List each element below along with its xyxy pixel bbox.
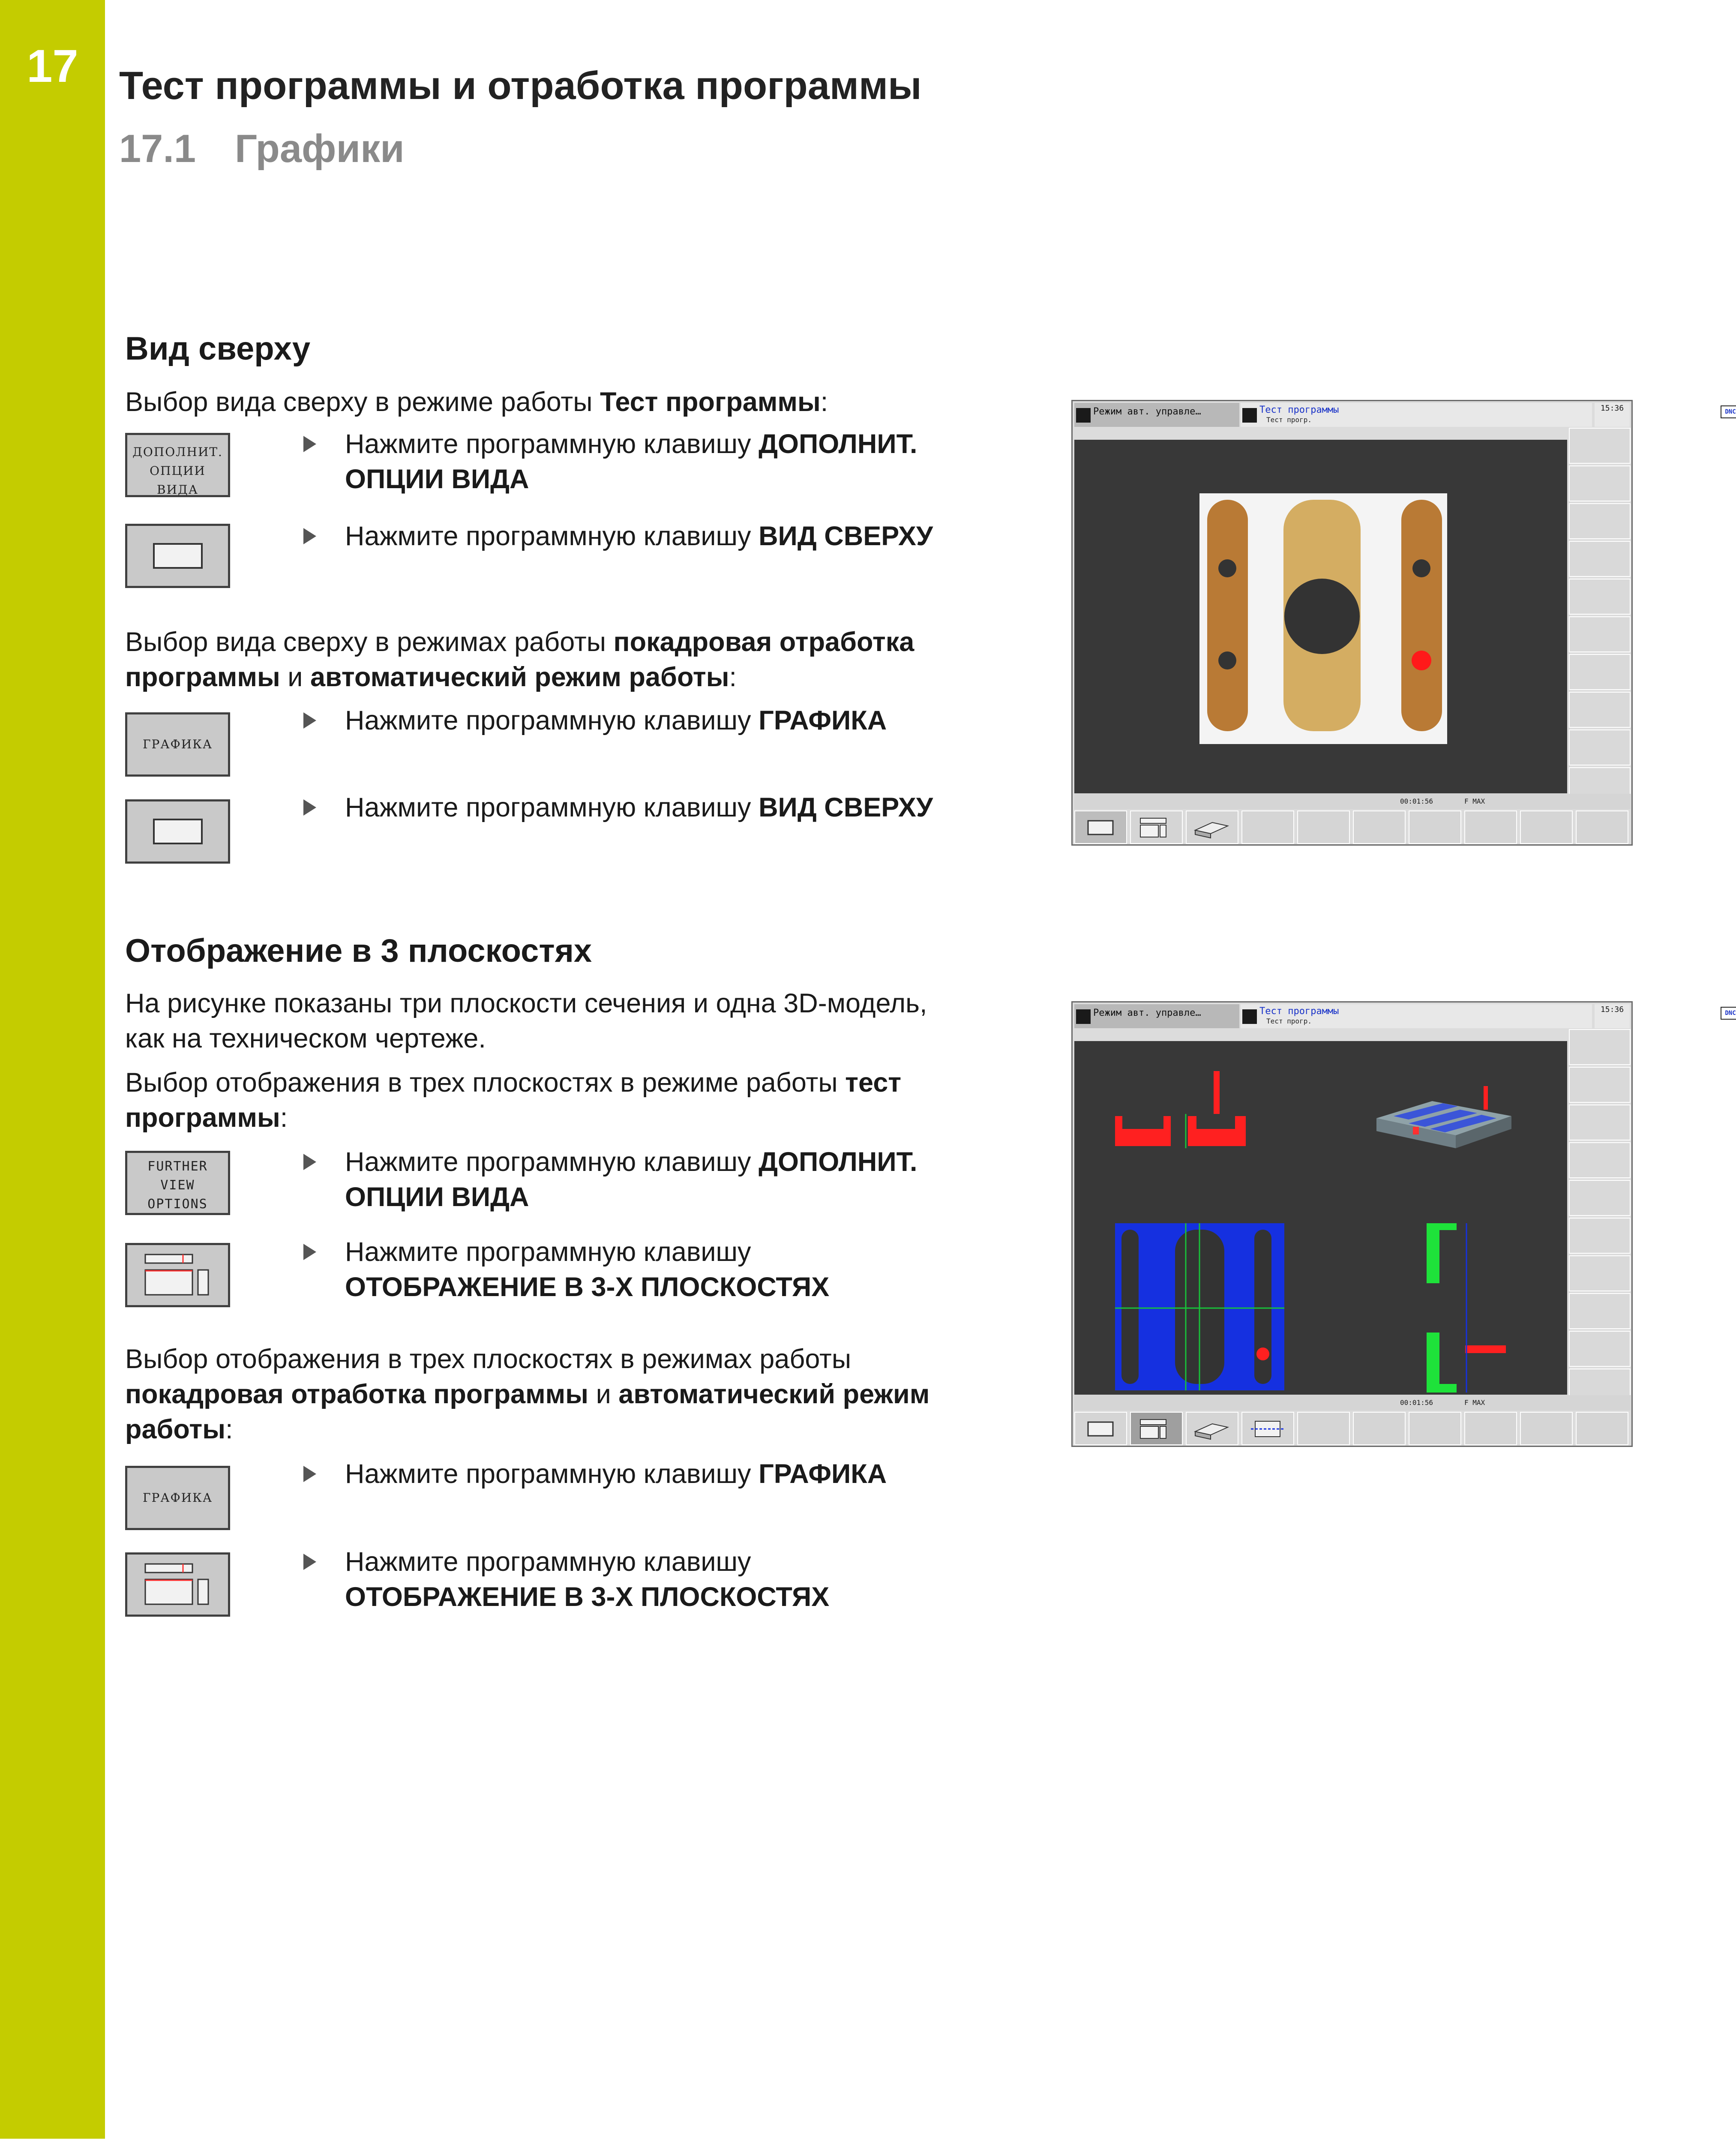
intro-suffix: :: [820, 387, 828, 417]
step-graphics: [304, 1456, 887, 1492]
step-more-view-options: [304, 426, 917, 497]
softkey[interactable]: [1409, 1412, 1461, 1445]
step-three-planes: [304, 1544, 829, 1615]
softkey[interactable]: [1569, 465, 1631, 501]
softkey[interactable]: [1569, 1255, 1631, 1291]
three-planes-softkey[interactable]: [1130, 1412, 1183, 1445]
step-bold: ОПЦИИ ВИДА: [345, 1182, 529, 1212]
slot-left: [1207, 500, 1248, 731]
mode-tab-label: Режим авт. управле…: [1093, 1008, 1201, 1018]
three-planes-description: [125, 986, 1016, 1056]
three-planes-icon: [127, 1245, 228, 1305]
step-bold: ВИД СВЕРХУ: [759, 792, 933, 822]
softkey[interactable]: [1569, 541, 1631, 577]
step-text: Нажмите программную клавишу: [345, 705, 759, 735]
graphics-canvas: [1074, 440, 1567, 793]
top-view-softkey[interactable]: [1074, 1412, 1127, 1445]
step-further-view-options: [304, 1144, 917, 1215]
step-three-planes: [304, 1234, 829, 1305]
three-planes-softkey[interactable]: [125, 1552, 230, 1617]
softkey-line: ВИДА: [157, 483, 198, 497]
step-arrow-icon: [303, 1154, 316, 1170]
feed-readout: F MAX: [1464, 797, 1485, 805]
step-bold: ОТОБРАЖЕНИЕ В 3-Х ПЛОСКОСТЯХ: [345, 1582, 830, 1612]
step-top-view: [304, 790, 933, 825]
hole: [1218, 559, 1236, 577]
status-bar: [1074, 794, 1631, 809]
three-planes-graphic: [1074, 1041, 1567, 1395]
softkey[interactable]: [1464, 1412, 1517, 1445]
step-arrow-icon: [303, 712, 316, 729]
front-section: [1115, 1071, 1246, 1148]
graphics-softkey[interactable]: [125, 1466, 230, 1530]
center-pocket: [1284, 579, 1360, 654]
test-run-label: Тест программы: [1259, 405, 1339, 415]
3d-view-icon: [1187, 811, 1238, 843]
step-bold: ОПЦИИ ВИДА: [345, 464, 529, 494]
dnc-badge: DNC: [1721, 1007, 1736, 1020]
intro-bold: покадровая отработка программы: [125, 1379, 589, 1409]
step-text: Нажмите программную клавишу: [345, 1237, 751, 1267]
vertical-softkeys: [1569, 428, 1631, 805]
step-bold: ДОПОЛНИТ.: [759, 429, 917, 459]
intro-suffix: :: [729, 662, 737, 692]
intro-bold: автоматический режим работы: [310, 662, 729, 692]
softkey[interactable]: [1520, 1412, 1573, 1445]
hole: [1412, 559, 1430, 577]
3d-model: [1376, 1086, 1511, 1148]
step-text: Нажмите программную клавишу: [345, 521, 759, 551]
softkey-line: FURTHER: [147, 1159, 208, 1174]
three-planes-softkey[interactable]: [125, 1243, 230, 1307]
graphics-canvas: [1074, 1041, 1567, 1395]
test-run-icon: [1242, 1009, 1257, 1024]
section-name: Графики: [235, 127, 405, 171]
intro-bold: автоматический режим: [618, 1379, 930, 1409]
softkey[interactable]: [1569, 1029, 1631, 1065]
step-bold: ГРАФИКА: [759, 1459, 887, 1489]
step-arrow-icon: [303, 436, 316, 452]
softkey[interactable]: [1569, 579, 1631, 615]
step-text: Нажмите программную клавишу: [345, 429, 759, 459]
intro-bold: покадровая отработка: [613, 627, 914, 657]
top-view-icon: [1075, 1413, 1126, 1444]
side-section: [1427, 1223, 1506, 1393]
top-view-graphic: [1074, 440, 1567, 793]
vertical-softkeys: [1569, 1029, 1631, 1406]
section-plane-softkey[interactable]: [1241, 1412, 1294, 1445]
step-arrow-icon: [303, 799, 316, 816]
top-view-heading: Вид сверху: [125, 330, 311, 367]
mode-icon: [1076, 1009, 1091, 1024]
mode-tab-label: Режим авт. управле…: [1093, 406, 1201, 417]
status-bar: [1074, 1395, 1631, 1411]
desc-text: как на техническом чертеже.: [125, 1023, 486, 1053]
softkey-line: ОПЦИИ: [150, 464, 206, 478]
softkey[interactable]: [1569, 1105, 1631, 1141]
softkey[interactable]: [1520, 810, 1573, 844]
clock: 15:36: [1595, 1004, 1630, 1028]
more-view-options-softkey[interactable]: [125, 433, 230, 497]
test-run-icon: [1242, 408, 1257, 423]
three-planes-softkey[interactable]: [1130, 810, 1183, 844]
step-bold: ДОПОЛНИТ.: [759, 1147, 917, 1177]
section-title: [119, 126, 405, 171]
softkey[interactable]: [1297, 810, 1350, 844]
softkey[interactable]: [1569, 654, 1631, 690]
run-timer: 00:01:56: [1400, 1399, 1433, 1407]
softkey-label: ГРАФИКА: [142, 1491, 213, 1505]
softkey[interactable]: [1569, 616, 1631, 652]
intro-text: и: [280, 662, 310, 692]
softkey[interactable]: [1569, 729, 1631, 765]
top-view-softkey[interactable]: [125, 799, 230, 864]
softkey[interactable]: [1569, 1142, 1631, 1178]
softkey[interactable]: [1569, 503, 1631, 539]
softkey[interactable]: [1569, 1331, 1631, 1367]
3d-view-softkey[interactable]: [1186, 810, 1238, 844]
3d-view-softkey[interactable]: [1186, 1412, 1238, 1445]
mode-icon: [1076, 408, 1091, 423]
section-number: 17.1: [119, 127, 196, 171]
three-planes-icon: [127, 1555, 228, 1615]
clock: 15:36: [1595, 403, 1630, 427]
step-arrow-icon: [303, 1554, 316, 1570]
feed-readout: F MAX: [1464, 1399, 1485, 1407]
dnc-badge: DNC: [1721, 405, 1736, 418]
test-run-label: Тест программы: [1259, 1006, 1339, 1017]
3d-view-icon: [1187, 1413, 1238, 1444]
softkey[interactable]: [1569, 1218, 1631, 1254]
softkey[interactable]: [1569, 1293, 1631, 1329]
intro-text: Выбор вида сверху в режиме работы: [125, 387, 600, 417]
top-view-icon: [127, 801, 228, 861]
graphics-softkey[interactable]: [125, 712, 230, 777]
three-planes-intro: [125, 1065, 1016, 1135]
desc-text: На рисунке показаны три плоскости сечения и одна 3D-модель,: [125, 988, 927, 1018]
start-softkey[interactable]: [1576, 810, 1628, 844]
horizontal-softkeys: [1074, 810, 1631, 844]
horizontal-softkeys: [1074, 1412, 1631, 1445]
softkey-label: [127, 1157, 228, 1214]
tnc-screen-top-view: [1071, 400, 1736, 846]
softkey-label: [127, 443, 228, 499]
softkey[interactable]: [1241, 810, 1294, 844]
step-text: Нажмите программную клавишу: [345, 1547, 751, 1577]
intro-suffix: :: [280, 1103, 288, 1133]
softkey[interactable]: [1353, 810, 1406, 844]
softkey[interactable]: [1297, 1412, 1350, 1445]
chapter-side-bar: [0, 0, 105, 2139]
top-view-softkey[interactable]: [125, 524, 230, 588]
softkey-line: ДОПОЛНИТ.: [132, 445, 223, 459]
softkey[interactable]: [1569, 428, 1631, 464]
mode-tab[interactable]: [1074, 403, 1239, 427]
top-section: [1115, 1223, 1284, 1390]
intro-bold: Тест программы: [600, 387, 821, 417]
step-text: Нажмите программную клавишу: [345, 1147, 759, 1177]
further-view-options-softkey[interactable]: [125, 1151, 230, 1215]
softkey[interactable]: [1409, 810, 1461, 844]
step-text: Нажмите программную клавишу: [345, 792, 759, 822]
intro-bold: тест: [845, 1068, 902, 1098]
top-view-intro2: [125, 624, 1016, 695]
three-planes-intro2: [125, 1342, 1016, 1447]
tnc-screen-three-planes: [1071, 1001, 1736, 1447]
intro-bold: работы: [125, 1414, 226, 1444]
three-planes-icon: [1131, 811, 1182, 843]
top-view-softkey[interactable]: [1074, 810, 1127, 844]
intro-bold: программы: [125, 662, 280, 692]
intro-text: и: [588, 1379, 619, 1409]
softkey[interactable]: [1569, 1067, 1631, 1103]
step-arrow-icon: [303, 1244, 316, 1260]
step-top-view: [304, 519, 933, 554]
intro-bold: программы: [125, 1103, 280, 1133]
test-run-sublabel: Тест прогр.: [1266, 416, 1312, 424]
top-view-icon: [1075, 811, 1126, 843]
tool-position: [1412, 651, 1431, 670]
intro-text: Выбор отображения в трех плоскостях в режимах работы: [125, 1344, 852, 1374]
intro-suffix: :: [225, 1414, 233, 1444]
intro-text: Выбор вида сверху в режимах работы: [125, 627, 614, 657]
top-view-icon: [127, 526, 228, 586]
softkey-line: OPTIONS: [147, 1197, 208, 1212]
slot-right: [1401, 500, 1442, 731]
softkey-line: VIEW: [160, 1178, 195, 1193]
step-arrow-icon: [303, 1466, 316, 1482]
three-planes-icon: [1131, 1413, 1182, 1444]
softkey[interactable]: [1569, 692, 1631, 728]
step-bold: ВИД СВЕРХУ: [759, 521, 933, 551]
chapter-title: Тест программы и отработка программы: [119, 64, 922, 108]
step-bold: ОТОБРАЖЕНИЕ В 3-Х ПЛОСКОСТЯХ: [345, 1272, 830, 1302]
step-text: Нажмите программную клавишу: [345, 1459, 759, 1489]
softkey-label: ГРАФИКА: [142, 737, 213, 751]
hole: [1218, 651, 1236, 669]
softkey[interactable]: [1353, 1412, 1406, 1445]
test-run-sublabel: Тест прогр.: [1266, 1017, 1312, 1025]
softkey[interactable]: [1464, 810, 1517, 844]
three-planes-heading: Отображение в 3 плоскостях: [125, 933, 592, 969]
section-plane-icon: [1242, 1413, 1293, 1444]
run-timer: 00:01:56: [1400, 797, 1433, 805]
step-graphics: [304, 703, 887, 738]
chapter-number: 17: [27, 40, 78, 92]
mode-tab[interactable]: [1074, 1004, 1239, 1028]
softkey[interactable]: [1569, 1180, 1631, 1216]
step-arrow-icon: [303, 528, 316, 544]
step-bold: ГРАФИКА: [759, 705, 887, 735]
intro-text: Выбор отображения в трех плоскостях в режиме работы: [125, 1068, 846, 1098]
top-view-intro: [125, 384, 1016, 420]
start-softkey[interactable]: [1576, 1412, 1628, 1445]
